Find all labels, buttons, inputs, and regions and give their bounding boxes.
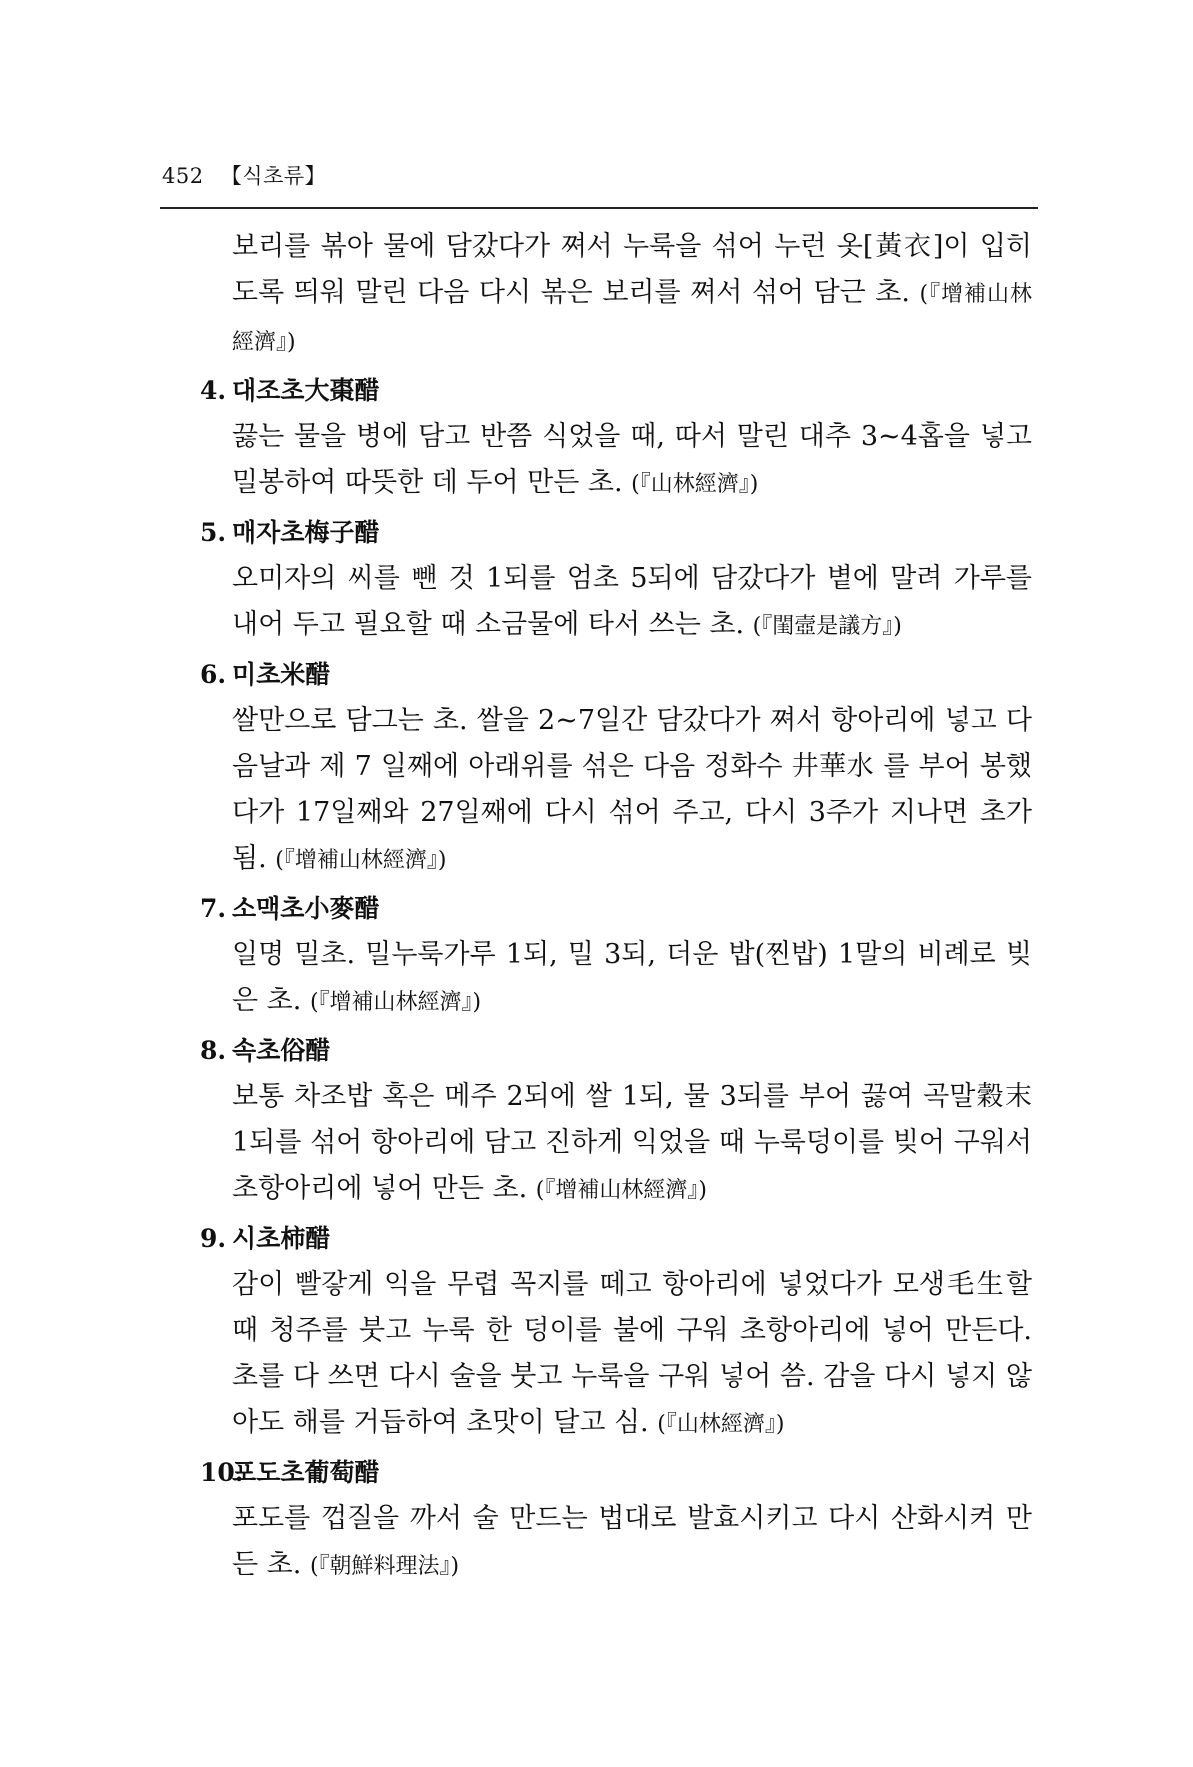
page-number: 452 <box>162 164 204 188</box>
entry-text: 오미자의 씨를 뺀 것 1되를 엄초 5되에 담갔다가 볕에 말려 가루를 내어 두고 필요할 때 소금물에 타서 쓰는 초. <box>232 563 1032 640</box>
entry-number: 6. <box>200 660 227 689</box>
entry-number: 8. <box>200 1036 227 1065</box>
entry-heading: 포도초葡萄醋 <box>232 1458 380 1487</box>
entry-text: 일명 밀초. 밀누룩가루 1되, 밀 3되, 더운 밥(찐밥) 1말의 비례로 빚은 초. <box>232 939 1032 1016</box>
entry <box>200 1450 1032 1590</box>
entry <box>200 368 1032 508</box>
entry-number: 9. <box>200 1224 227 1253</box>
entry-source: (『增補山林經濟』) <box>309 990 482 1015</box>
section-title: 【식초류】 <box>220 164 327 188</box>
intro-text: 보리를 볶아 물에 담갔다가 쪄서 누룩을 섞어 누런 옷[黃衣]이 입히도록 띄워 말린 다음 다시 볶은 보리를 쪄서 섞어 담근 초. <box>232 231 1032 308</box>
entry-heading: 속초俗醋 <box>232 1036 331 1065</box>
entry-heading: 소맥초小麥醋 <box>232 894 380 923</box>
entry-source: (『閨壼是議方』) <box>752 614 902 639</box>
entry-title <box>200 1028 1032 1074</box>
entry-title <box>200 652 1032 698</box>
entry-source: (『增補山林經濟』) <box>275 848 447 873</box>
entry-heading: 대조초大棗醋 <box>232 376 380 405</box>
entry <box>200 1028 1032 1214</box>
entry-paragraph <box>232 698 1032 884</box>
entry-text: 보통 차조밥 혹은 메주 2되에 쌀 1되, 물 3되를 부어 끓여 곡말穀末 1되를 섞어 항아리에 담고 진하게 익었을 때 누룩덩이를 빚어 구워서 초항아리에 넣어 만든 초. <box>232 1081 1032 1204</box>
entry-number: 5. <box>200 518 227 547</box>
entry-paragraph <box>232 1496 1032 1590</box>
entry-title <box>200 1450 1032 1496</box>
page-body <box>200 224 1032 1590</box>
entry-number: 7. <box>200 894 227 923</box>
entry-number: 10. <box>200 1458 244 1487</box>
entry-heading: 매자초梅子醋 <box>232 518 380 547</box>
entry-title <box>200 886 1032 932</box>
entry-heading: 미초米醋 <box>232 660 331 689</box>
entry <box>200 652 1032 884</box>
entry-source: (『山林經濟』) <box>657 1412 785 1437</box>
entry-text: 끓는 물을 병에 담고 반쯤 식었을 때, 따서 말린 대추 3~4홉을 넣고 밀봉하여 따뜻한 데 두어 만든 초. <box>232 421 1032 498</box>
entry-paragraph <box>232 556 1032 650</box>
intro-paragraph <box>232 224 1032 366</box>
page-header <box>162 160 326 190</box>
entry-paragraph <box>232 932 1032 1026</box>
entry-title <box>200 1216 1032 1262</box>
entry-text: 포도를 껍질을 까서 술 만드는 법대로 발효시키고 다시 산화시켜 만든 초. <box>232 1503 1032 1580</box>
entry-paragraph <box>232 414 1032 508</box>
entry-text: 쌀만으로 담그는 초. 쌀을 2~7일간 담갔다가 쪄서 항아리에 넣고 다음날과 제 7 일째에 아래위를 섞은 다음 정화수 井華水 를 부어 봉했다가 17일째와 27일째에 다시 섞어 주고, 다시 3주가 지나면 초가 됨. <box>232 705 1032 874</box>
intro-source: (『增補山林經濟』) <box>232 282 1032 355</box>
header-rule <box>160 207 1038 209</box>
entry-title <box>200 368 1032 414</box>
entry-source: (『朝鮮料理法』) <box>309 1554 460 1579</box>
entry <box>200 510 1032 650</box>
entry-title <box>200 510 1032 556</box>
entry <box>200 886 1032 1026</box>
entry-source: (『增補山林經濟』) <box>535 1178 707 1203</box>
entry-number: 4. <box>200 376 227 405</box>
entry-source: (『山林經濟』) <box>631 472 759 497</box>
entry <box>200 1216 1032 1448</box>
entry-paragraph <box>232 1074 1032 1214</box>
entry-heading: 시초柿醋 <box>232 1224 331 1253</box>
entry-paragraph <box>232 1262 1032 1448</box>
entry-text: 감이 빨갛게 익을 무렵 꼭지를 떼고 항아리에 넣었다가 모생毛生할 때 청주를 붓고 누룩 한 덩이를 불에 구워 초항아리에 넣어 만든다. 초를 다 쓰면 다시 술을 붓고 누룩을 구워 넣어 씀. 감을 다시 넣지 않아도 해를 거듭하여 초맛이 달고 심. <box>232 1269 1032 1438</box>
